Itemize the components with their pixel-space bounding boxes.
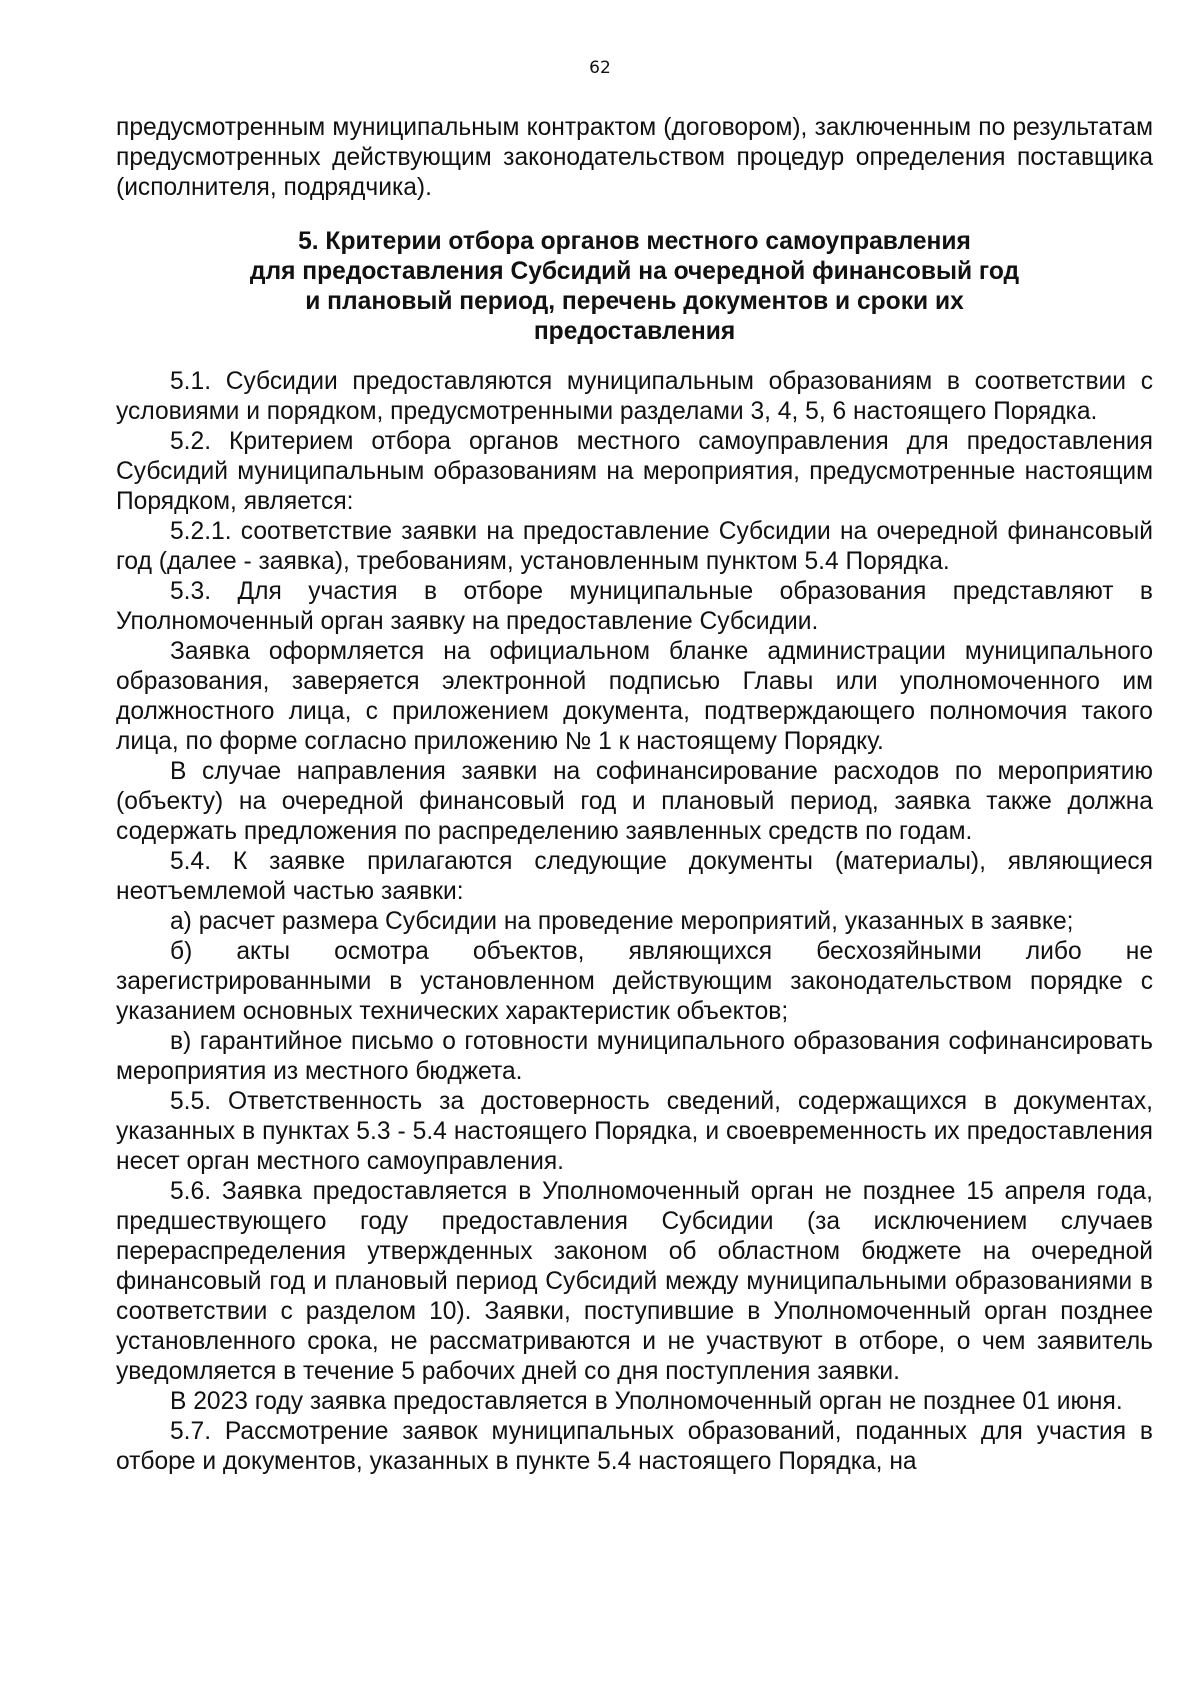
paragraph-cofinancing: В случае направления заявки на софинансирование расходов по мероприятию (объекту) на очередной финансовый год и плановый период, заявка также должна содержать предложения по распределению заявленных средств по годам. <box>116 758 1153 845</box>
paragraph-5-7: 5.7. Рассмотрение заявок муниципальных образований, поданных для участия в отборе и документов, указанных в пункте 5.4 настоящего Порядка, на <box>116 1418 1153 1475</box>
paragraph-5-2-1: 5.2.1. соответствие заявки на предоставление Субсидии на очередной финансовый год (далее - заявка), требованиям, установленным пунктом 5.4 Порядка. <box>116 518 1153 575</box>
paragraph-5-2: 5.2. Критерием отбора органов местного самоуправления для предоставления Субсидий муниципальным образованиям на мероприятия, предусмотренные настоящим Порядком, является: <box>116 428 1153 515</box>
paragraph-5-4: 5.4. К заявке прилагаются следующие документы (материалы), являющиеся неотъемлемой частью заявки: <box>116 848 1153 905</box>
paragraph-5-3: 5.3. Для участия в отборе муниципальные образования представляют в Уполномоченный орган заявку на предоставление Субсидии. <box>116 578 1153 635</box>
section-heading-line: 5. Критерии отбора органов местного самоуправления <box>298 228 971 255</box>
paragraph-5-6: 5.6. Заявка предоставляется в Уполномоченный орган не позднее 15 апреля года, предшествующего году предоставления Субсидии (за исключением случаев перераспределения утвержденных законом об областном бюджете на очередной финансовый год и плановый период Субсидий между муниципальными образованиями в соответствии с разделом 10). Заявки, поступившие в Уполномоченный орган позднее установленного срока, не рассматриваются и не участвуют в отборе, о чем заявитель уведомляется в течение 5 рабочих дней со дня поступления заявки. <box>116 1178 1153 1385</box>
intro-paragraph: предусмотренным муниципальным контрактом (договором), заключенным по результатам предусмотренных действующим законодательством процедур определения поставщика (исполнителя, подрядчика). <box>116 114 1153 201</box>
paragraph-application-form: Заявка оформляется на официальном бланке администрации муниципального образования, заверяется электронной подписью Главы или уполномоченного им должностного лица, с приложением документа, подтверждающего полномочия такого лица, по форме согласно приложению № 1 к настоящему Порядку. <box>116 638 1153 755</box>
list-item-b: б) акты осмотра объектов, являющихся бесхозяйными либо не зарегистрированными в установленном действующим законодательством порядке с указанием основных технических характеристик объектов; <box>116 938 1153 1025</box>
section-heading-line: и плановый период, перечень документов и сроки их <box>305 288 964 315</box>
document-body <box>116 113 1153 1477</box>
list-item-a: а) расчет размера Субсидии на проведение мероприятий, указанных в заявке; <box>170 908 1074 935</box>
section-heading <box>116 227 1153 347</box>
page-number: 62 <box>589 58 611 78</box>
section-heading-line: предоставления <box>533 318 736 345</box>
paragraph-5-1: 5.1. Субсидии предоставляются муниципальным образованиям в соответствии с условиями и порядком, предусмотренными разделами 3, 4, 5, 6 настоящего Порядка. <box>116 368 1153 425</box>
paragraph-5-5: 5.5. Ответственность за достоверность сведений, содержащихся в документах, указанных в пунктах 5.3 - 5.4 настоящего Порядка, и своевременность их предоставления несет орган местного самоуправления. <box>116 1088 1153 1175</box>
paragraph-2023: В 2023 году заявка предоставляется в Уполномоченный орган не позднее 01 июня. <box>170 1388 1123 1415</box>
section-heading-line: для предоставления Субсидий на очередной финансовый год <box>249 258 1020 285</box>
list-item-c: в) гарантийное письмо о готовности муниципального образования софинансировать мероприятия из местного бюджета. <box>116 1028 1153 1085</box>
